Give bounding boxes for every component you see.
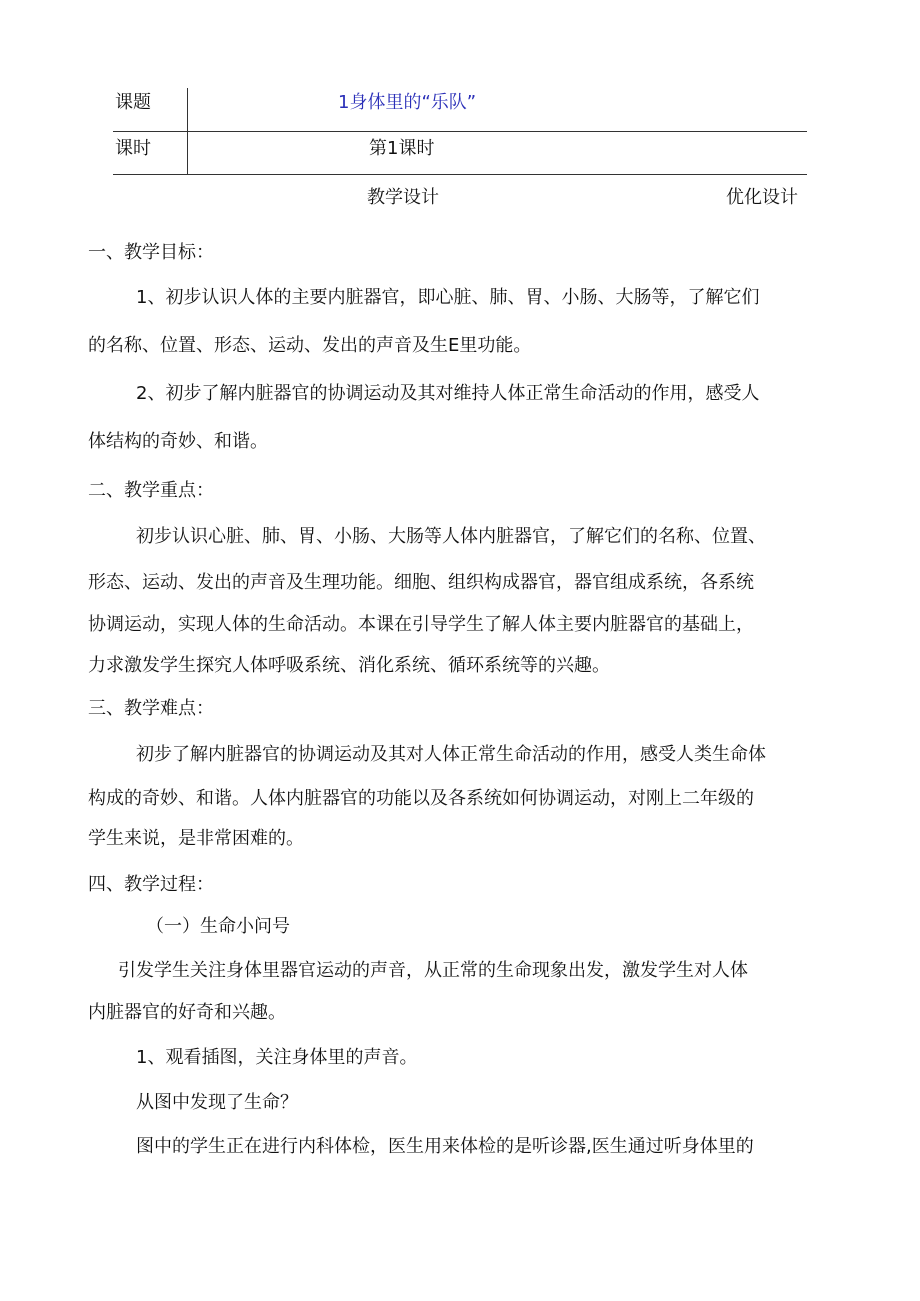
column-heading-optimize: 优化设计 [726,187,798,208]
topic-value: 1身体里的“乐队” [338,92,477,113]
paragraph-line: 初步认识心脏、肺、胃、小肠、大肠等人体内脏器官，了解它们的名称、位置、 [136,526,766,547]
paragraph-line: 的名称、位置、形态、运动、发出的声音及生E里功能。 [88,335,532,356]
paragraph-line: 从图中发现了生命？ [136,1092,298,1113]
paragraph-line: 1、观看插图，关注身体里的声音。 [136,1047,418,1068]
section-heading-objectives: 一、教学目标： [88,242,214,263]
paragraph-line: 体结构的奇妙、和谐。 [88,431,268,452]
section-heading-process: 四、教学过程： [88,874,214,895]
paragraph-line: 1、初步认识人体的主要内脏器官，即心脏、肺、胃、小肠、大肠等，了解它们 [136,287,760,308]
period-value: 第1课时 [369,138,435,159]
topic-row [113,88,807,132]
column-heading-design: 教学设计 [367,187,439,208]
topic-label: 课题 [115,92,151,113]
paragraph-line: 引发学生关注身体里器官运动的声音，从正常的生命现象出发，激发学生对人体 [118,960,748,981]
section-heading-key-points: 二、教学重点： [88,480,214,501]
paragraph-line: 力求激发学生探究人体呼吸系统、消化系统、循环系统等的兴趣。 [88,655,610,676]
lesson-header-table [113,88,807,174]
paragraph-line: 学生来说，是非常困难的。 [88,828,304,849]
paragraph-line: 2、初步了解内脏器官的协调运动及其对维持人体正常生命活动的作用，感受人 [136,383,760,404]
paragraph-line: 构成的奇妙、和谐。人体内脏器官的功能以及各系统如何协调运动，对刚上二年级的 [88,788,754,809]
paragraph-line: 协调运动，实现人体的生命活动。本课在引导学生了解人体主要内脏器官的基础上， [88,614,754,635]
section-heading-difficulties: 三、教学难点： [88,698,214,719]
paragraph-line: 内脏器官的好奇和兴趣。 [88,1002,286,1023]
paragraph-line: 形态、运动、发出的声音及生理功能。细胞、组织构成器官，器官组成系统，各系统 [88,572,754,593]
paragraph-line: 初步了解内脏器官的协调运动及其对人体正常生命活动的作用，感受人类生命体 [136,744,766,765]
paragraph-line: 图中的学生正在进行内科体检，医生用来体检的是听诊器,医生通过听身体里的 [136,1136,754,1157]
period-label: 课时 [115,138,151,159]
period-row [113,131,807,175]
subsection-heading: （一）生命小问号 [146,916,290,937]
